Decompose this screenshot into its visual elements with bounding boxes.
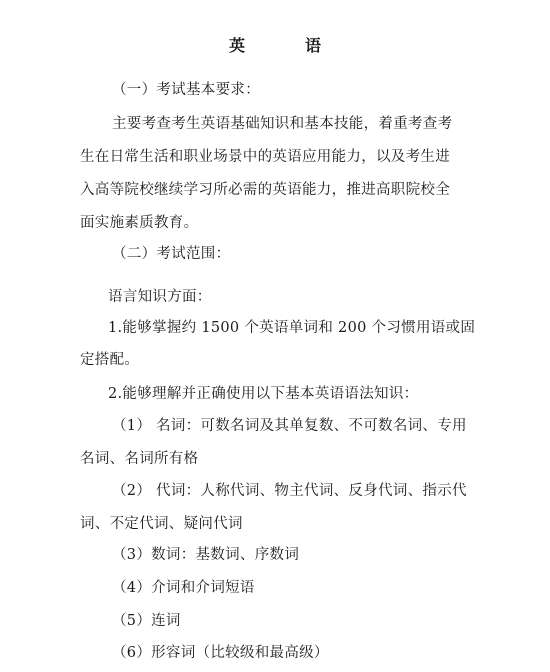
grammar-item-line: （2） 代词：人称代词、物主代词、反身代词、指示代 (112, 483, 467, 499)
grammar-item-line: （3）数词：基数词、序数词 (112, 547, 300, 563)
section2-heading: （二）考试范围： (112, 246, 231, 262)
section1-para-line: 生在日常生活和职业场景中的英语应用能力，以及考生进 (80, 149, 450, 165)
grammar-item-line: 名词、名词所有格 (80, 451, 199, 467)
language-knowledge-heading: 语言知识方面： (108, 289, 212, 305)
grammar-item-line: 词、不定代词、疑问代词 (80, 516, 243, 532)
grammar-item-line: （1） 名词：可数名词及其单复数、不可数名词、专用 (112, 418, 467, 434)
grammar-item-line: （4）介词和介词短语 (112, 580, 255, 596)
item1-line: 1.能够掌握约 1500 个英语单词和 200 个习惯用语或固 (108, 320, 476, 336)
grammar-item-line: （5）连词 (112, 613, 181, 629)
item2-line: 2.能够理解并正确使用以下基本英语语法知识： (108, 386, 419, 402)
grammar-item-line: （6）形容词（比较级和最高级） (112, 645, 329, 661)
document-title: 英 语 (228, 36, 343, 55)
section1-heading: （一）考试基本要求： (112, 82, 260, 98)
section1-para-line: 主要考查考生英语基础知识和基本技能，着重考查考 (112, 116, 453, 132)
section1-para-line: 入高等院校继续学习所必需的英语能力，推进高职院校全 (80, 182, 450, 198)
item1-line: 定搭配。 (80, 352, 140, 368)
section1-para-line: 面实施素质教育。 (80, 215, 199, 231)
